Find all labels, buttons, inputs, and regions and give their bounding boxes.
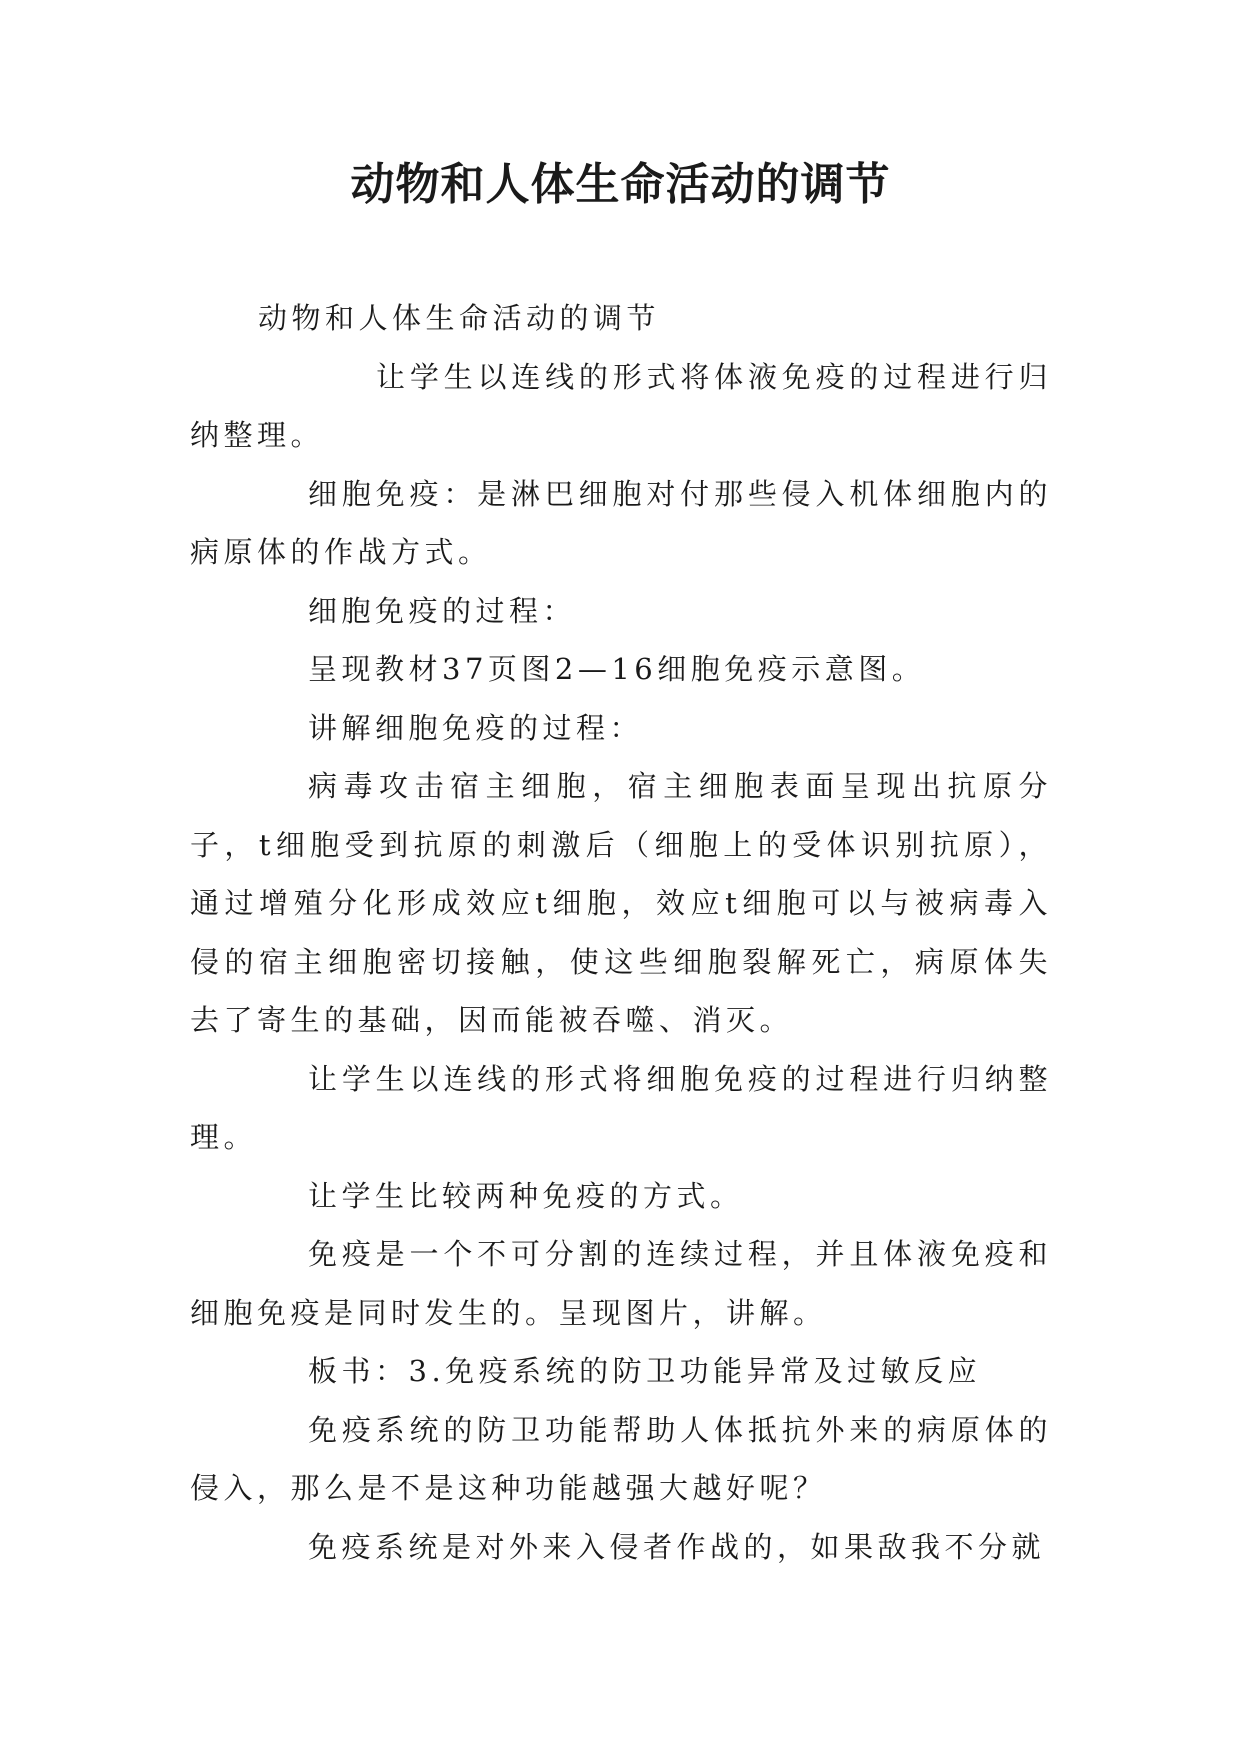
paragraph: 让学生比较两种免疫的方式。 — [308, 1178, 744, 1213]
paragraph-subtitle: 动物和人体生命活动的调节 — [258, 301, 661, 335]
paragraph: 免疫是一个不可分割的连续过程，并且体液免疫和细胞免疫是同时发生的。呈现图片，讲解。 — [190, 1237, 1052, 1330]
paragraph-board-note: 板书：3.免疫系统的防卫功能异常及过敏反应 — [308, 1354, 982, 1388]
document-body — [190, 289, 1052, 1576]
paragraph: 病毒攻击宿主细胞，宿主细胞表面呈现出抗原分子，t细胞受到抗原的刺激后（细胞上的受体识别抗原），通过增殖分化形成效应t细胞，效应t细胞可以与被病毒入侵的宿主细胞密切接触，使这些细胞裂解死亡，病原体失去了寄生的基础，因而能被吞噬、消灭。 — [190, 769, 1052, 1037]
paragraph: 呈现教材37页图2—16细胞免疫示意图。 — [308, 652, 926, 686]
paragraph: 讲解细胞免疫的过程： — [308, 710, 644, 745]
paragraph: 让学生以连线的形式将体液免疫的过程进行归纳整理。 — [190, 359, 1052, 452]
page-title: 动物和人体生命活动的调节 — [350, 159, 891, 210]
paragraph: 细胞免疫：是淋巴细胞对付那些侵入机体细胞内的病原体的作战方式。 — [190, 476, 1052, 569]
paragraph: 细胞免疫的过程： — [308, 593, 577, 628]
paragraph: 免疫系统是对外来入侵者作战的，如果敌我不分就 — [308, 1529, 1046, 1564]
paragraph: 让学生以连线的形式将细胞免疫的过程进行归纳整理。 — [190, 1061, 1052, 1154]
paragraph: 免疫系统的防卫功能帮助人体抵抗外来的病原体的侵入，那么是不是这种功能越强大越好呢？ — [190, 1412, 1052, 1505]
